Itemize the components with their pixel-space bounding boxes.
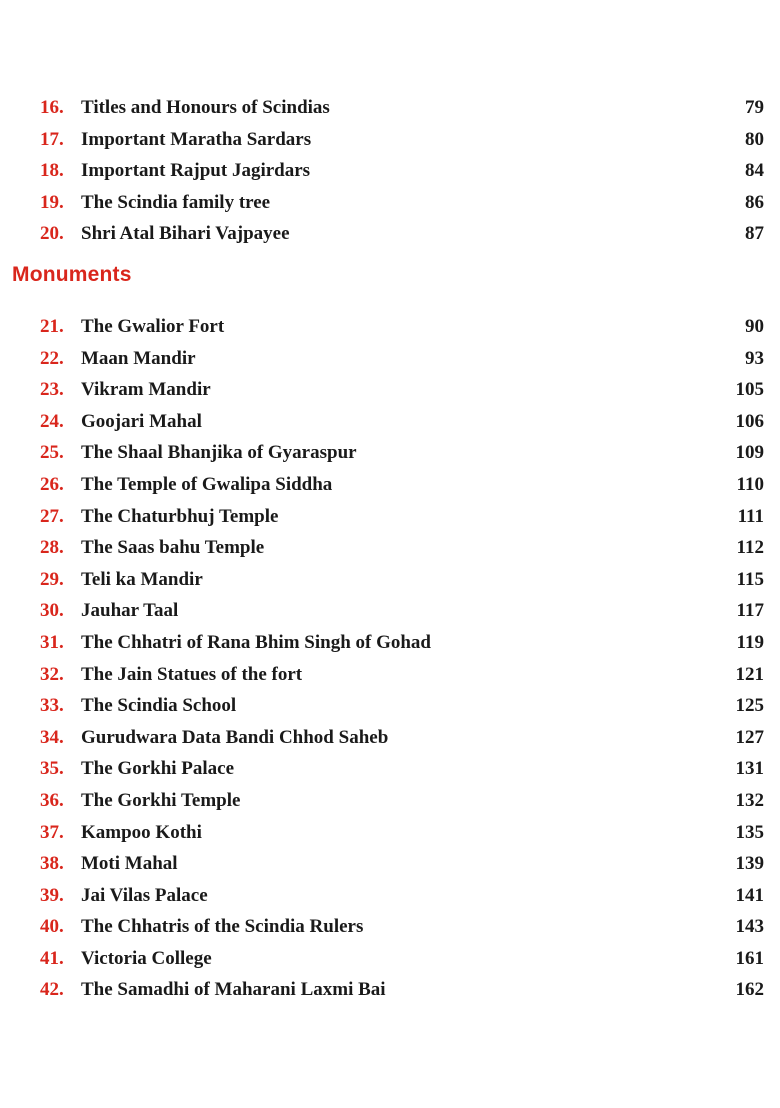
toc-entry-number: 40.	[40, 916, 64, 938]
toc-entry-page: 115	[736, 568, 764, 590]
toc-entry-title: Titles and Honours of Scindias	[81, 97, 330, 118]
toc-entry[interactable]	[0, 471, 780, 503]
toc-entry-number: 34.	[40, 726, 64, 748]
toc-entry-title: The Shaal Bhanjika of Gyaraspur	[81, 442, 357, 464]
toc-entry-number: 37.	[40, 821, 64, 843]
toc-entry-number: 18.	[40, 160, 64, 182]
toc-entry-number: 42.	[40, 979, 64, 1001]
toc-entry-title: The Saas bahu Temple	[81, 537, 265, 559]
toc-entry[interactable]	[0, 629, 780, 661]
toc-entry-page: 162	[735, 979, 764, 1001]
toc-entry-title: Goojari Mahal	[81, 410, 202, 432]
toc-entry-page: 125	[735, 695, 764, 717]
toc-entry-page: 132	[735, 789, 764, 811]
toc-entry[interactable]	[0, 94, 780, 126]
toc-entry[interactable]	[0, 692, 780, 724]
toc-entry[interactable]	[0, 724, 780, 756]
toc-entry-page: 119	[736, 631, 764, 653]
toc-entry-page: 143	[735, 916, 764, 938]
toc-entry-title: The Gorkhi Temple	[81, 789, 241, 811]
toc-entry-number: 31.	[40, 631, 64, 653]
toc-entry-page: 84	[745, 160, 764, 182]
toc-entry-title: Jauhar Taal	[81, 600, 179, 622]
toc-entry[interactable]	[0, 534, 780, 566]
toc-entry-number: 26.	[40, 473, 64, 495]
toc-entry-page: 109	[735, 442, 764, 464]
toc-entry-number: 17.	[40, 128, 64, 150]
toc-entry-title: The Scindia family tree	[81, 191, 271, 213]
toc-entry-number: 27.	[40, 505, 64, 527]
toc-entry[interactable]	[0, 755, 780, 787]
toc-entry-title: The Gwalior Fort	[81, 316, 225, 337]
toc-entry-number: 20.	[40, 223, 64, 245]
toc-entry-title: Jai Vilas Palace	[81, 884, 208, 906]
toc-entry-number: 28.	[40, 537, 64, 559]
toc-entry[interactable]	[0, 408, 780, 440]
toc-entry-title: The Gorkhi Palace	[81, 758, 235, 780]
toc-entry-page: 90	[745, 316, 764, 337]
toc-entry-page: 80	[745, 128, 764, 150]
toc-entry-page: 131	[735, 758, 764, 780]
toc-entry-title: Victoria College	[81, 947, 212, 969]
toc-entry-title: The Samadhi of Maharani Laxmi Bai	[81, 979, 386, 1001]
toc-entry[interactable]	[0, 376, 780, 408]
toc-entry-page: 111	[737, 505, 764, 527]
toc-entry-title: Kampoo Kothi	[81, 821, 202, 843]
toc-entry-number: 32.	[40, 663, 64, 685]
toc-entry-title: The Jain Statues of the fort	[81, 663, 303, 685]
toc-entry-page: 105	[735, 379, 764, 401]
toc-entry-title: Moti Mahal	[81, 853, 178, 875]
toc-entry-page: 161	[735, 947, 764, 969]
toc-entry-title: The Chhatris of the Scindia Rulers	[81, 916, 364, 938]
toc-entry-number: 25.	[40, 442, 64, 464]
toc-entry[interactable]	[0, 597, 780, 629]
toc-entry-number: 33.	[40, 695, 64, 717]
toc-entry[interactable]	[0, 189, 780, 221]
toc-entry-page: 110	[736, 473, 764, 495]
toc-entry[interactable]	[0, 345, 780, 377]
toc-entry-title: The Chaturbhuj Temple	[81, 505, 279, 527]
toc-entry-page: 135	[735, 821, 764, 843]
toc-entry-page: 79	[745, 97, 764, 118]
toc-entry-title: The Temple of Gwalipa Siddha	[81, 473, 333, 495]
section-heading-monuments: Monuments	[12, 263, 132, 286]
toc-entry[interactable]	[0, 850, 780, 882]
toc-entry-title: The Scindia School	[81, 695, 237, 717]
toc-entry-page: 121	[735, 663, 764, 685]
toc-entry-title: Maan Mandir	[81, 347, 196, 369]
toc-entry[interactable]	[0, 220, 780, 252]
toc-entry-title: Important Rajput Jagirdars	[81, 160, 311, 182]
toc-entry-page: 106	[735, 410, 764, 432]
toc-entry-number: 19.	[40, 191, 64, 213]
toc-entry-page: 86	[745, 191, 764, 213]
toc-entry[interactable]	[0, 819, 780, 851]
toc-entry-page: 139	[735, 853, 764, 875]
toc-entry[interactable]	[0, 976, 780, 1008]
toc-entry-number: 30.	[40, 600, 64, 622]
toc-entry-number: 21.	[40, 316, 64, 337]
toc-entry-number: 24.	[40, 410, 64, 432]
toc-entry[interactable]	[0, 313, 780, 345]
toc-entry-number: 38.	[40, 853, 64, 875]
toc-entry-page: 87	[745, 223, 764, 245]
toc-entry-number: 36.	[40, 789, 64, 811]
toc-entry-title: Gurudwara Data Bandi Chhod Saheb	[81, 726, 389, 748]
toc-entry-title: Shri Atal Bihari Vajpayee	[81, 223, 290, 245]
toc-entry[interactable]	[0, 945, 780, 977]
toc-entry-title: Important Maratha Sardars	[81, 128, 312, 150]
toc-entry-title: Teli ka Mandir	[81, 568, 203, 590]
toc-entry[interactable]	[0, 157, 780, 189]
toc-entry[interactable]	[0, 566, 780, 598]
toc-entry-page: 117	[736, 600, 764, 622]
toc-entry[interactable]	[0, 913, 780, 945]
toc-entry-number: 41.	[40, 947, 64, 969]
toc-entry-number: 16.	[40, 97, 64, 118]
toc-entry-title: Vikram Mandir	[81, 379, 211, 401]
toc-list-top	[0, 94, 780, 252]
toc-entry[interactable]	[0, 882, 780, 914]
toc-entry-number: 29.	[40, 568, 64, 590]
toc-entry[interactable]	[0, 661, 780, 693]
toc-entry[interactable]	[0, 787, 780, 819]
toc-entry[interactable]	[0, 126, 780, 158]
toc-entry[interactable]	[0, 503, 780, 535]
toc-entry-title: The Chhatri of Rana Bhim Singh of Gohad	[81, 631, 431, 653]
toc-entry-number: 39.	[40, 884, 64, 906]
toc-entry-number: 22.	[40, 347, 64, 369]
toc-entry-page: 112	[736, 537, 764, 559]
toc-list-monuments	[0, 313, 780, 1008]
toc-entry-number: 35.	[40, 758, 64, 780]
toc-entry-page: 93	[745, 347, 764, 369]
toc-entry-page: 127	[735, 726, 764, 748]
toc-entry-page: 141	[735, 884, 764, 906]
toc-entry[interactable]	[0, 439, 780, 471]
toc-entry-number: 23.	[40, 379, 64, 401]
